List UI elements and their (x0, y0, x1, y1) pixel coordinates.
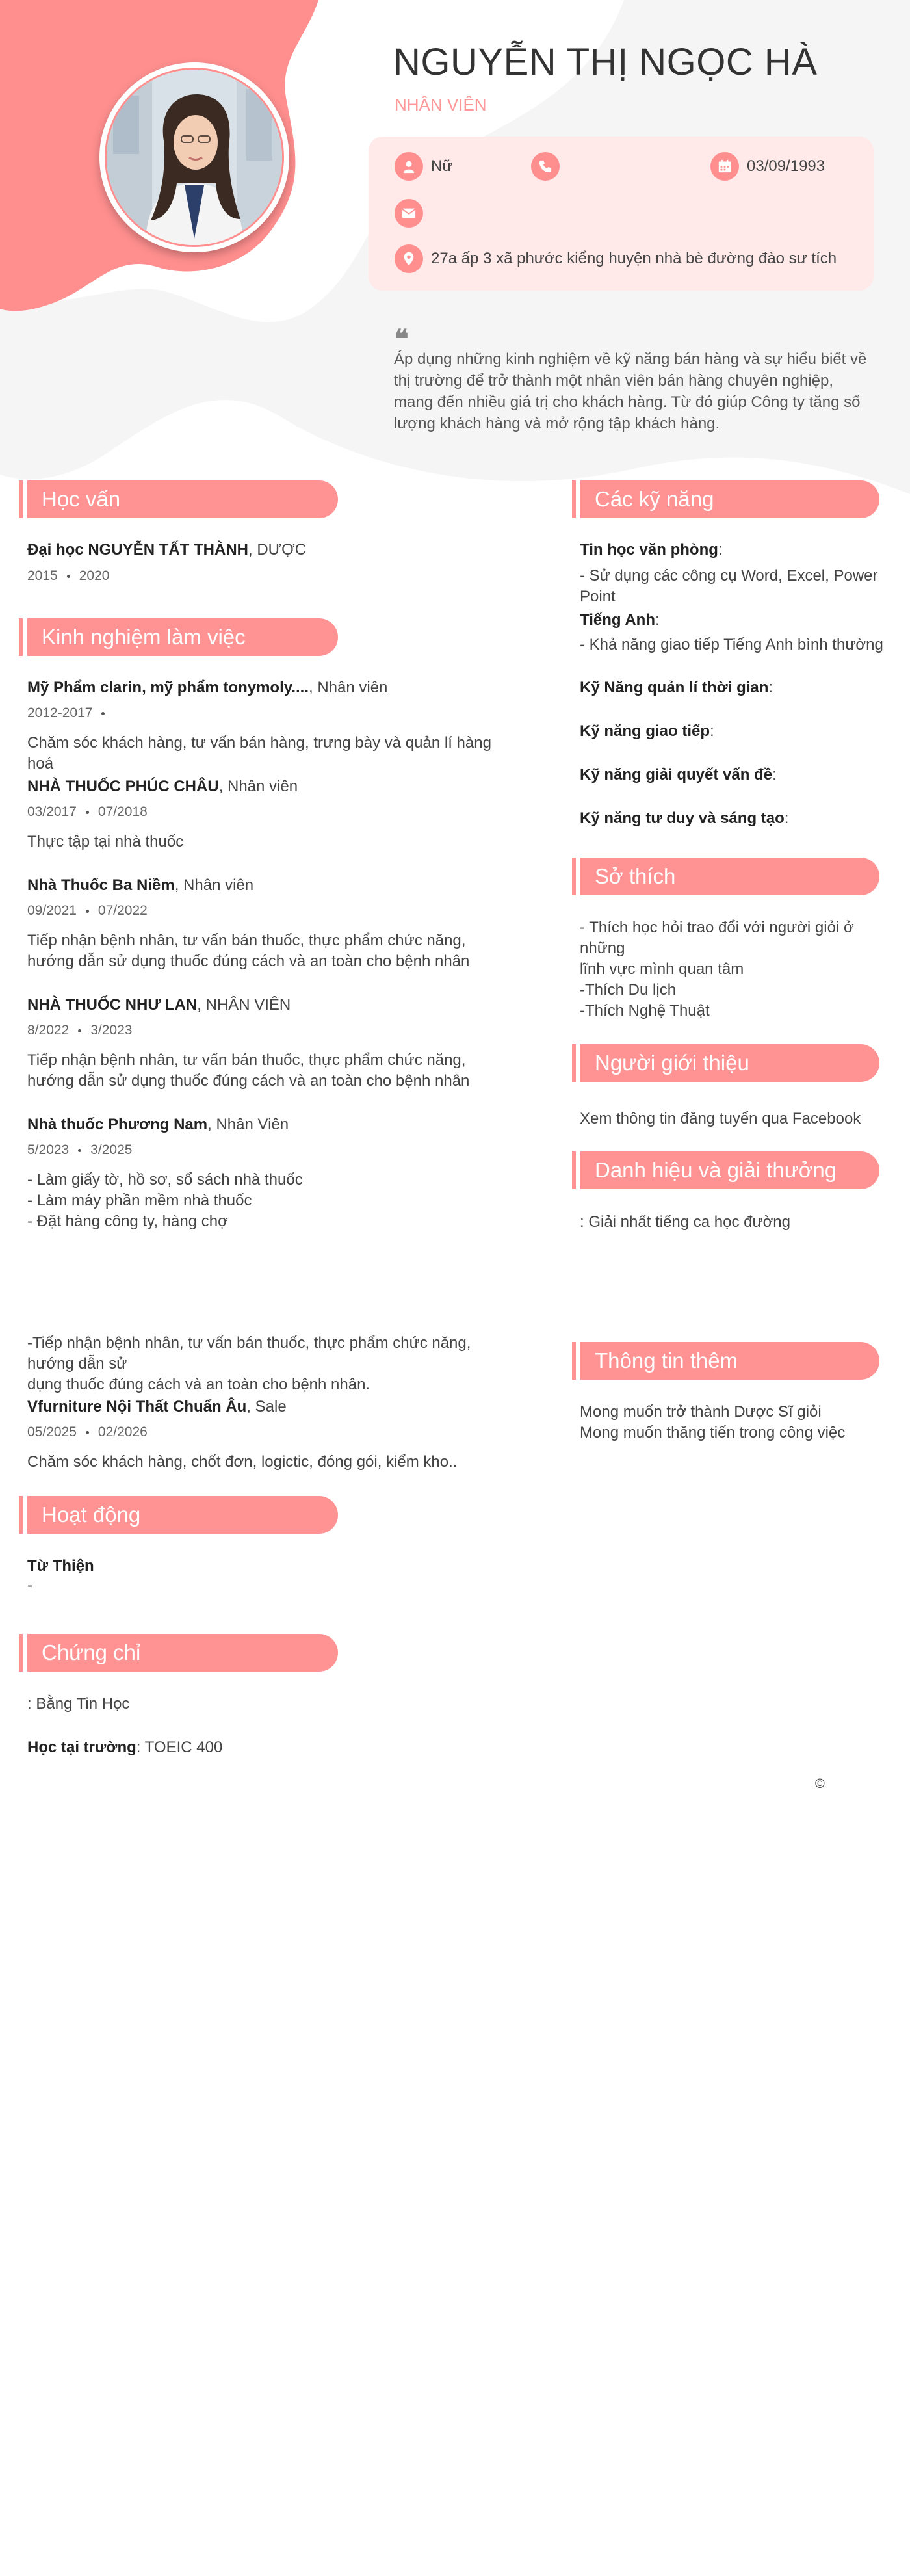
job-title: NHÂN VIÊN (395, 95, 487, 114)
section-title-referrer: Người giới thiệu (580, 1044, 879, 1082)
experience-item-description: Tiếp nhận bệnh nhân, tư vấn bán thuốc, thực phẩm chức năng, hướng dẫn sử dụng thuốc đúng cách và an toàn cho bệnh nhân (27, 932, 470, 970)
experience-item-dates: 5/2023 3/2025 (27, 1142, 133, 1157)
section-title-hobbies: Sở thích (580, 858, 879, 895)
calendar-icon (710, 152, 739, 181)
skill-item: Tin học văn phòng: (580, 541, 723, 559)
avatar (99, 62, 289, 252)
experience-item-description: Tiếp nhận bệnh nhân, tư vấn bán thuốc, thực phẩm chức năng, hướng dẫn sử dụng thuốc đúng cách và an toàn cho bệnh nhân (27, 1051, 470, 1090)
user-icon (395, 152, 423, 181)
gender-value: Nữ (431, 157, 453, 175)
section-title-certificates: Chứng chỉ (27, 1634, 338, 1672)
experience-item-dates: 03/2017 07/2018 (27, 804, 148, 819)
skill-item-description: - Sử dụng các công cụ Word, Excel, Power Point (580, 567, 878, 605)
copyright-mark: © (815, 1777, 825, 1791)
education-dates: 2015 2020 (27, 568, 110, 583)
section-title-extra-info: Thông tin thêm (580, 1342, 879, 1380)
activity-item-detail: - (27, 1577, 32, 1594)
experience-item-description: - Làm giấy tờ, hồ sơ, sổ sách nhà thuốc - Làm máy phần mềm nhà thuốc - Đặt hàng công ty, hàng chợ (27, 1171, 303, 1230)
certificate-item: : Bằng Tin Học (27, 1695, 130, 1713)
extra-info-text: Mong muốn trở thành Dược Sĩ giỏi Mong muốn thăng tiến trong công việc (580, 1403, 846, 1441)
experience-item-dates: 2012-2017 (27, 704, 114, 722)
birthday-value: 03/09/1993 (747, 157, 826, 175)
experience-item-heading: NHÀ THUỐC PHÚC CHÂU, Nhân viên (27, 778, 298, 795)
skill-item: Tiếng Anh: (580, 611, 660, 629)
section-title-activities: Hoạt động (27, 1496, 338, 1534)
career-objective: Áp dụng những kinh nghiệm về kỹ năng bán hàng và sự hiểu biết về thị trường để trở thành một nhân viên bán hàng chuyên nghiệp, mang đến nhiều giá trị cho khách hàng. Từ đó giúp Công ty tăng số lượng khách hàng và mở rộng tập khách hàng. (394, 350, 867, 432)
skill-item-description: - Khả năng giao tiếp Tiếng Anh bình thường (580, 636, 883, 653)
skill-item: Kỹ Năng quản lí thời gian: (580, 679, 774, 696)
experience-item-description: -Tiếp nhận bệnh nhân, tư vấn bán thuốc, thực phẩm chức năng, hướng dẫn sử dụng thuốc đúng cách và an toàn cho bệnh nhân. (27, 1334, 471, 1393)
hobbies-list: - Thích học hỏi trao đổi với người giỏi ở những lĩnh vực mình quan tâm -Thích Du lịch -Thích Nghệ Thuật (580, 919, 854, 1019)
address-value: 27a ấp 3 xã phước kiểng huyện nhà bè đường đào sư tích (431, 250, 837, 267)
experience-item-heading: Mỹ Phẩm clarin, mỹ phẩm tonymoly...., Nhân viên (27, 679, 388, 696)
section-title-education: Học vấn (27, 480, 338, 518)
envelope-icon[interactable] (395, 199, 423, 228)
experience-item-dates: 09/2021 07/2022 (27, 903, 148, 918)
skill-item: Kỹ năng giải quyết vấn đề: (580, 766, 777, 783)
skill-item: Kỹ năng tư duy và sáng tạo: (580, 809, 789, 827)
phone-icon[interactable] (531, 152, 560, 181)
location-pin-icon (395, 244, 423, 273)
education-item: Đại học NGUYỄN TẤT THÀNH, DƯỢC (27, 541, 307, 559)
section-title-skills: Các kỹ năng (580, 480, 879, 518)
avatar-photo (107, 70, 282, 245)
experience-item-heading: Nhà Thuốc Ba Niềm, Nhân viên (27, 876, 254, 894)
experience-item-dates: 8/2022 3/2023 (27, 1023, 133, 1038)
experience-item-heading: NHÀ THUỐC NHƯ LAN, NHÂN VIÊN (27, 996, 291, 1014)
experience-item-description: Thực tập tại nhà thuốc (27, 833, 184, 850)
skill-item: Kỹ năng giao tiếp: (580, 722, 714, 740)
award-item: : Giải nhất tiếng ca học đường (580, 1213, 790, 1231)
full-name: NGUYỄN THỊ NGỌC HÀ (393, 41, 818, 83)
activity-item: Từ Thiện (27, 1557, 94, 1575)
section-title-experience: Kinh nghiệm làm việc (27, 618, 338, 656)
experience-item-dates: 05/2025 02/2026 (27, 1425, 148, 1439)
experience-item-description: Chăm sóc khách hàng, tư vấn bán hàng, trưng bày và quản lí hàng hoá (27, 734, 491, 772)
contact-panel (369, 137, 874, 291)
experience-item-heading: Nhà thuốc Phương Nam, Nhân Viên (27, 1116, 289, 1133)
section-title-awards: Danh hiệu và giải thưởng (580, 1151, 879, 1189)
referrer-text: Xem thông tin đăng tuyển qua Facebook (580, 1110, 861, 1127)
quote-icon: ❝ (395, 324, 409, 354)
experience-item-description: Chăm sóc khách hàng, chốt đơn, logictic, đóng gói, kiểm kho.. (27, 1453, 458, 1471)
experience-item-heading: Vfurniture Nội Thất Chuẩn Âu, Sale (27, 1398, 287, 1415)
certificate-item: Học tại trường: TOEIC 400 (27, 1739, 223, 1756)
